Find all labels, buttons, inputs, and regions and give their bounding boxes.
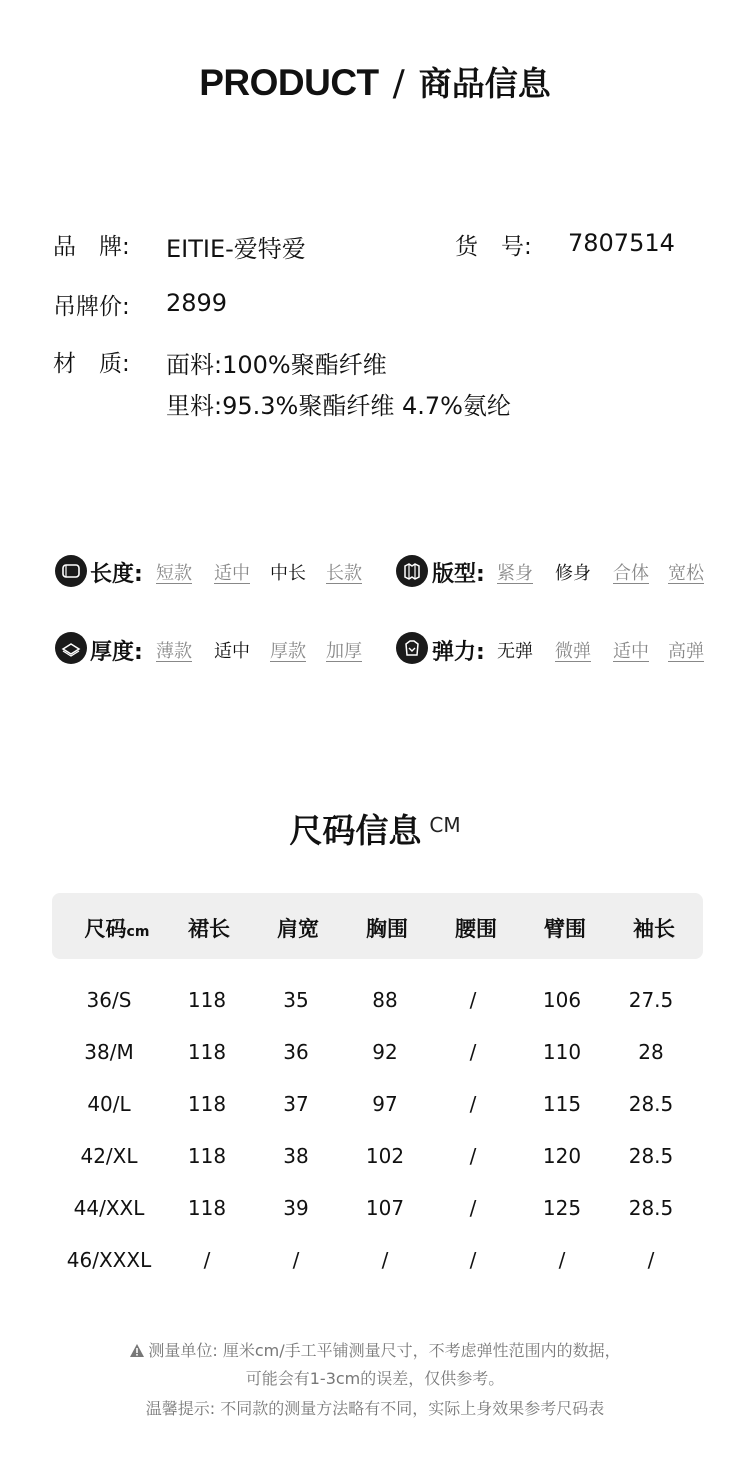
page-title	[0, 58, 750, 105]
warning-icon	[129, 1343, 145, 1358]
table-cell: 97	[372, 1092, 398, 1116]
table-cell: /	[203, 1248, 211, 1272]
length-option-medium: 适中	[214, 563, 250, 584]
size-cell: 44/XXL	[73, 1196, 145, 1220]
table-cell: 28.5	[628, 1092, 674, 1116]
size-cell: 38/M	[84, 1040, 134, 1064]
size-cell: 42/XL	[80, 1144, 138, 1168]
table-cell: 118	[187, 1040, 227, 1064]
table-cell: 37	[283, 1092, 309, 1116]
size-title-unit: CM	[429, 813, 461, 837]
thickness-option-thick: 厚款	[270, 641, 306, 662]
item-no-label: 货 号:	[455, 234, 532, 260]
header-arm: 臂围	[544, 917, 586, 941]
item-no-value: 7807514	[568, 229, 675, 257]
table-cell: 110	[542, 1040, 582, 1064]
elasticity-label: 弹力:	[432, 640, 485, 665]
elasticity-option-none: 无弹	[497, 641, 533, 662]
table-cell: /	[558, 1248, 566, 1272]
fit-option-tight: 紧身	[497, 563, 533, 584]
table-cell: 28	[638, 1040, 664, 1064]
table-cell: 38	[283, 1144, 309, 1168]
table-cell: 118	[187, 1144, 227, 1168]
fit-label: 版型:	[432, 562, 485, 587]
table-cell: 106	[542, 988, 582, 1012]
length-option-long: 长款	[326, 563, 362, 584]
table-cell: /	[469, 1144, 477, 1168]
table-cell: 107	[365, 1196, 405, 1220]
header-waist: 腰围	[455, 917, 497, 941]
title-cn: 商品信息	[418, 64, 551, 103]
brand-value: EITIE-爱特爱	[166, 235, 306, 263]
material-lining: 里料:95.3%聚酯纤维 4.7%氨纶	[166, 392, 511, 420]
elasticity-option-medium: 适中	[613, 641, 649, 662]
length-option-short: 短款	[156, 563, 192, 584]
table-cell: 115	[542, 1092, 582, 1116]
title-en: PRODUCT	[199, 62, 379, 103]
table-cell: /	[469, 1040, 477, 1064]
header-size: 尺码cm	[84, 917, 150, 941]
size-cell: 46/XXXL	[66, 1248, 152, 1272]
size-section-title	[0, 805, 750, 852]
table-cell: 28.5	[628, 1144, 674, 1168]
table-cell: 88	[372, 988, 398, 1012]
price-value: 2899	[166, 289, 228, 317]
table-cell: /	[469, 988, 477, 1012]
size-cell: 40/L	[87, 1092, 131, 1116]
size-table-header	[52, 893, 703, 959]
elasticity-option-slight: 微弹	[555, 641, 591, 662]
table-cell: 35	[283, 988, 309, 1012]
brand-label: 品 牌:	[53, 234, 130, 260]
elasticity-icon	[396, 632, 428, 664]
length-icon	[55, 555, 87, 587]
table-cell: 125	[542, 1196, 582, 1220]
table-cell: /	[469, 1196, 477, 1220]
thickness-option-extra-thick: 加厚	[326, 641, 362, 662]
header-skirt-length: 裙长	[188, 917, 230, 941]
title-separator: /	[392, 63, 405, 104]
table-cell: /	[469, 1248, 477, 1272]
header-bust: 胸围	[366, 917, 408, 941]
table-cell: 118	[187, 988, 227, 1012]
thickness-icon	[55, 632, 87, 664]
fit-option-loose: 宽松	[668, 563, 704, 584]
fit-icon	[396, 555, 428, 587]
table-cell: /	[647, 1248, 655, 1272]
table-cell: 92	[372, 1040, 398, 1064]
header-sleeve: 袖长	[633, 917, 675, 941]
header-shoulder: 肩宽	[277, 917, 319, 941]
table-cell: 36	[283, 1040, 309, 1064]
fit-option-slim: 修身	[555, 563, 591, 584]
price-label: 吊牌价:	[53, 294, 130, 320]
thickness-option-medium: 适中	[214, 641, 250, 662]
table-cell: /	[469, 1092, 477, 1116]
note-line-2: 可能会有1-3cm的误差，仅供参考。	[245, 1369, 505, 1388]
length-option-midlong: 中长	[270, 563, 306, 584]
table-cell: 27.5	[628, 988, 674, 1012]
thickness-option-thin: 薄款	[156, 641, 192, 662]
fit-option-regular: 合体	[613, 563, 649, 584]
length-label: 长度:	[90, 562, 143, 587]
table-cell: /	[292, 1248, 300, 1272]
material-fabric: 面料:100%聚酯纤维	[166, 351, 387, 379]
note-line-1: 测量单位: 厘米cm/手工平铺测量尺寸，不考虑弹性范围内的数据，	[0, 1338, 750, 1361]
table-cell: 118	[187, 1196, 227, 1220]
table-cell: 39	[283, 1196, 309, 1220]
size-title-text: 尺码信息	[289, 811, 422, 850]
thickness-label: 厚度:	[90, 640, 143, 665]
table-cell: 118	[187, 1092, 227, 1116]
material-label: 材 质:	[53, 351, 130, 377]
table-cell: 120	[542, 1144, 582, 1168]
elasticity-option-high: 高弹	[668, 641, 704, 662]
size-cell: 36/S	[86, 988, 132, 1012]
note-line-3: 温馨提示: 不同款的测量方法略有不同，实际上身效果参考尺码表	[145, 1399, 605, 1418]
table-cell: /	[381, 1248, 389, 1272]
table-cell: 28.5	[628, 1196, 674, 1220]
table-cell: 102	[365, 1144, 405, 1168]
